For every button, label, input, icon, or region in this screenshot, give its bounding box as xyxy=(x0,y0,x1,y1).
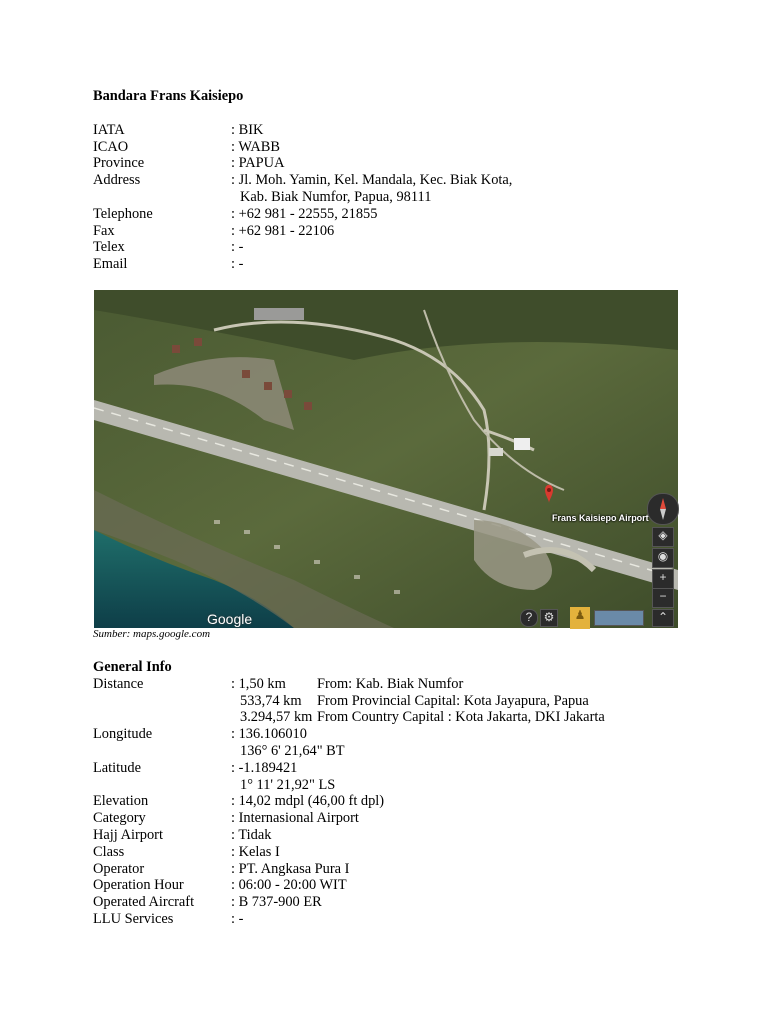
distance-km: 533,74 km xyxy=(240,692,302,709)
info-label: Operated Aircraft xyxy=(93,894,195,911)
general-info-block xyxy=(93,659,693,928)
info-value: : B 737-900 ER xyxy=(231,894,322,911)
info-value: : PAPUA xyxy=(231,155,285,172)
info-row-icao xyxy=(93,139,683,156)
expand-icon[interactable]: ⌃ xyxy=(652,609,674,627)
info-label: Telex xyxy=(93,239,125,256)
distance-km: : 1,50 km xyxy=(231,675,286,692)
info-row-category xyxy=(93,810,693,827)
distance-row xyxy=(231,709,693,726)
info-value: : WABB xyxy=(231,138,280,155)
info-row-hajj-airport xyxy=(93,827,693,844)
info-value: : - xyxy=(231,910,244,927)
info-label: Operator xyxy=(93,860,145,877)
longitude-dms: 136° 6' 21,64" BT xyxy=(240,742,345,759)
info-row-operated-aircraft xyxy=(93,894,693,911)
info-value: : Kelas I xyxy=(231,843,280,860)
distance-from: From: Kab. Biak Numfor xyxy=(317,675,464,692)
pan-icon[interactable]: ◈ xyxy=(652,527,674,547)
address-line-1: : Jl. Moh. Yamin, Kel. Mandala, Kec. Biak Kota, xyxy=(231,172,513,189)
info-row-operator xyxy=(93,861,693,878)
info-row-elevation xyxy=(93,793,693,810)
help-icon[interactable]: ? xyxy=(520,609,538,627)
info-row-longitude xyxy=(93,726,693,760)
pegman-icon[interactable]: ♟ xyxy=(570,607,590,629)
info-value: : +62 981 - 22555, 21855 xyxy=(231,205,378,222)
info-row-email xyxy=(93,256,683,273)
info-label: Hajj Airport xyxy=(93,826,163,843)
location-icon[interactable]: ◉ xyxy=(652,548,674,568)
satellite-map[interactable] xyxy=(94,290,678,628)
zoom-in-icon[interactable]: + xyxy=(652,569,674,589)
info-value: : 06:00 - 20:00 WIT xyxy=(231,877,347,894)
info-label: Class xyxy=(93,843,125,860)
info-value: : +62 981 - 22106 xyxy=(231,222,335,239)
info-value: : 14,02 mdpl (46,00 ft dpl) xyxy=(231,793,385,810)
info-label: Distance xyxy=(93,675,144,692)
distance-km: 3.294,57 km xyxy=(240,709,313,726)
satellite-map-image xyxy=(94,290,678,628)
info-row-latitude xyxy=(93,760,693,794)
info-label: Email xyxy=(93,256,128,273)
info-label: Address xyxy=(93,172,141,189)
info-label: LLU Services xyxy=(93,910,174,927)
info-label: IATA xyxy=(93,121,125,138)
latitude-decimal: : -1.189421 xyxy=(231,759,298,776)
distance-from: From Country Capital : Kota Jakarta, DKI Jakarta xyxy=(317,709,605,726)
info-row-fax xyxy=(93,223,683,240)
latitude-dms: 1° 11' 21,92" LS xyxy=(240,776,336,793)
info-label: Province xyxy=(93,155,145,172)
info-row-telex xyxy=(93,239,683,256)
distance-row xyxy=(231,693,693,710)
info-label: Elevation xyxy=(93,793,149,810)
image-caption: Sumber: maps.google.com xyxy=(93,628,211,640)
google-logo: Google xyxy=(207,611,253,627)
longitude-decimal: : 136.106010 xyxy=(231,726,307,743)
info-row-operation-hour xyxy=(93,877,693,894)
info-row-distance xyxy=(93,676,693,726)
info-label: ICAO xyxy=(93,138,129,155)
section-heading: General Info xyxy=(93,659,172,675)
info-value: : BIK xyxy=(231,121,264,138)
info-value: : Internasional Airport xyxy=(231,810,359,827)
settings-icon[interactable]: ⚙ xyxy=(540,609,558,627)
info-value: : - xyxy=(231,239,244,256)
imagery-thumbnails[interactable] xyxy=(594,610,644,626)
info-row-province xyxy=(93,155,683,172)
info-value: : - xyxy=(231,256,244,273)
compass-icon[interactable] xyxy=(647,493,679,525)
info-row-llu-services xyxy=(93,911,693,928)
info-value: : PT. Angkasa Pura I xyxy=(231,860,350,877)
map-marker-label[interactable]: Frans Kaisiepo Airport xyxy=(552,513,649,523)
info-label: Category xyxy=(93,810,146,827)
info-label: Longitude xyxy=(93,726,153,743)
distance-row xyxy=(231,676,693,693)
info-row-address xyxy=(93,172,683,206)
info-row-iata xyxy=(93,122,683,139)
info-row-class xyxy=(93,844,693,861)
address-line-2: Kab. Biak Numfor, Papua, 98111 xyxy=(240,188,432,205)
info-value: : Tidak xyxy=(231,826,272,843)
info-value xyxy=(231,172,683,206)
page-title: Bandara Frans Kaisiepo xyxy=(93,88,244,104)
info-label: Latitude xyxy=(93,759,141,776)
info-label: Fax xyxy=(93,222,115,239)
distance-from: From Provincial Capital: Kota Jayapura, Papua xyxy=(317,692,589,709)
zoom-out-icon[interactable]: − xyxy=(652,588,674,608)
info-row-telephone xyxy=(93,206,683,223)
info-label: Operation Hour xyxy=(93,877,184,894)
airport-header-block xyxy=(93,88,683,273)
info-label: Telephone xyxy=(93,205,153,222)
